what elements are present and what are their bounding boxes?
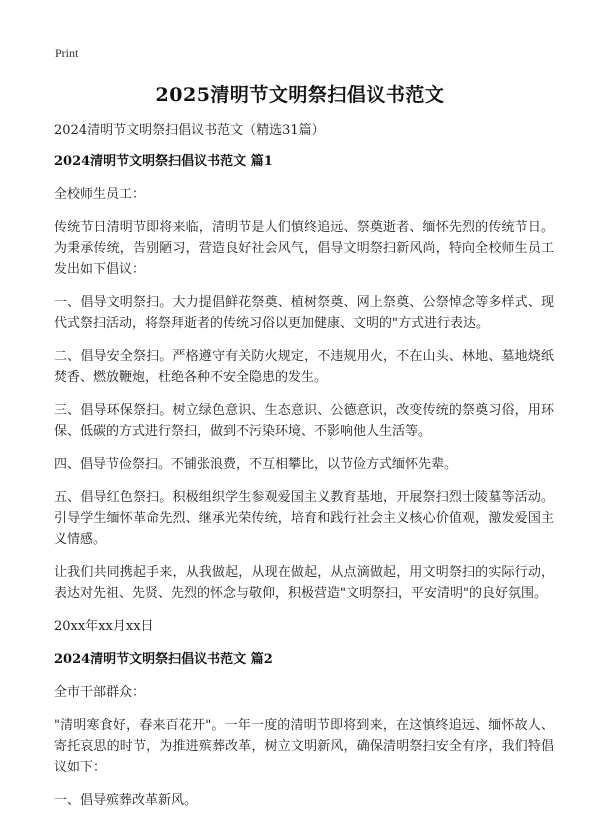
print-link[interactable]: Print	[55, 46, 79, 60]
section-2-heading: 2024清明节文明祭扫倡议书范文 篇2	[54, 652, 273, 667]
section-1-item: 二、倡导安全祭扫。严格遵守有关防火规定，不违规用火，不在山头、林地、墓地烧纸焚香、燃放鞭炮，杜绝各种不安全隐患的发生。	[54, 349, 554, 385]
article-subtitle: 2024清明节文明祭扫倡议书范文（精选31篇）	[54, 123, 325, 138]
section-1-item: 四、倡导节俭祭扫。不铺张浪费，不互相攀比，以节俭方式缅怀先辈。	[54, 457, 458, 472]
section-1-item: 三、倡导环保祭扫。树立绿色意识、生态意识、公德意识，改变传统的祭奠习俗，用环保、低碳的方式进行祭扫，做到不污染环境、不影响他人生活等。	[54, 403, 554, 439]
section-2-salutation: 全市干部群众：	[54, 685, 146, 700]
section-1-date: 20xx年xx月xx日	[54, 619, 154, 634]
section-1-salutation: 全校师生员工：	[54, 187, 146, 202]
section-2-intro: "清明寒食好，春来百花开"。一年一度的清明节即将到来，在这慎终追远、缅怀故人、寄托哀思的时节，为推进殡葬改革，树立文明新风，确保清明祭扫安全有序，我们特倡议如下：	[54, 718, 554, 775]
section-1-item: 一、倡导文明祭扫。大力提倡鲜花祭奠、植树祭奠、网上祭奠、公祭悼念等多样式、现代式祭扫活动，将祭拜逝者的传统习俗以更加健康、文明的"方式进行表达。	[54, 295, 554, 331]
section-1-closing: 让我们共同携起手来，从我做起，从现在做起，从点滴做起，用文明祭扫的实际行动，表达对先祖、先贤、先烈的怀念与敬仰，积极营造"文明祭扫，平安清明"的良好氛围。	[54, 565, 554, 601]
section-1-intro: 传统节日清明节即将来临，清明节是人们慎终追远、祭奠逝者、缅怀先烈的传统节日。为秉承传统，告别陋习，营造良好社会风气，倡导文明祭扫新风尚，特向全校师生员工发出如下倡议：	[54, 220, 554, 277]
article-body	[54, 120, 554, 823]
section-2-item: 一、倡导殡葬改革新风。	[54, 793, 198, 808]
page-title: 2025清明节文明祭扫倡议书范文	[155, 84, 445, 106]
section-1-heading: 2024清明节文明祭扫倡议书范文 篇1	[54, 154, 273, 169]
section-1-item: 五、倡导红色祭扫。积极组织学生参观爱国主义教育基地，开展祭扫烈士陵墓等活动。引导学生缅怀革命先烈、继承光荣传统，培育和践行社会主义核心价值观，激发爱国主义情感。	[54, 490, 554, 547]
